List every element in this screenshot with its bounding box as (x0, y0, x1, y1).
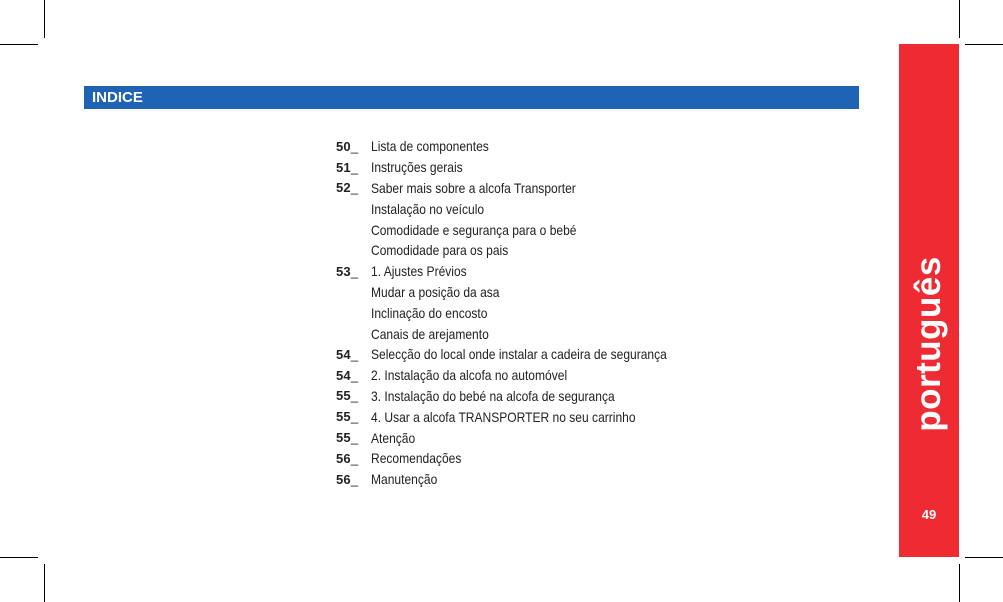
toc-entry (336, 136, 715, 157)
page-number: 49 (921, 507, 937, 522)
toc-entry-text: 4. Usar a alcofa TRANSPORTER no seu carrinho (371, 408, 636, 425)
toc-entry-text: Lista de componentes (371, 138, 489, 155)
toc-entry-text: Comodidade para os pais (371, 242, 509, 259)
index-header-bar (84, 86, 859, 109)
toc-entry-text: Manutenção (371, 471, 438, 488)
toc-entry-text: Mudar a posição da asa (371, 283, 500, 300)
toc-entry (336, 386, 715, 407)
toc-entry (336, 344, 715, 365)
toc-page-number: 56_ (336, 471, 359, 487)
toc-entry (336, 427, 715, 448)
toc-entry (336, 282, 715, 303)
toc-entry-text: Inclinação do encosto (371, 304, 488, 321)
toc-page-number: 51_ (336, 159, 359, 175)
toc-page-number: 53_ (336, 263, 359, 279)
crop-mark-bottom-right-horizontal (965, 557, 1003, 558)
crop-mark-bottom-left-vertical (44, 564, 45, 602)
crop-mark-top-right-vertical (959, 0, 960, 38)
table-of-contents (336, 136, 715, 490)
toc-page-number: 55_ (336, 409, 359, 425)
toc-entry (336, 219, 715, 240)
crop-mark-bottom-right-vertical (959, 564, 960, 602)
toc-entry (336, 406, 715, 427)
toc-entry-text: 3. Instalação do bebé na alcofa de segurança (371, 387, 615, 404)
toc-page-number: 55_ (336, 388, 359, 404)
toc-page-number: 52_ (336, 180, 359, 196)
toc-entry (336, 302, 715, 323)
toc-entry (336, 157, 715, 178)
toc-page-number: 54_ (336, 367, 359, 383)
toc-page-number: 54_ (336, 346, 359, 362)
toc-entry-text: Atenção (371, 429, 416, 446)
toc-entry (336, 448, 715, 469)
toc-entry-text: 2. Instalação da alcofa no automóvel (371, 367, 568, 384)
crop-mark-top-left-vertical (44, 0, 45, 38)
crop-mark-bottom-left-horizontal (0, 557, 38, 558)
toc-page-number: 55_ (336, 430, 359, 446)
toc-entry-text: Saber mais sobre a alcofa Transporter (371, 179, 576, 196)
toc-entry (336, 198, 715, 219)
toc-page-number: 50_ (336, 138, 359, 154)
toc-entry (336, 240, 715, 261)
toc-entry (336, 178, 715, 199)
toc-entry-text: Instruções gerais (371, 159, 463, 176)
language-label: português (909, 256, 948, 432)
toc-entry-text: Selecção do local onde instalar a cadeira de segurança (371, 346, 667, 363)
index-title: INDICE (92, 89, 143, 106)
language-side-tab (899, 44, 959, 557)
toc-entry-text: Comodidade e segurança para o bebé (371, 221, 577, 238)
crop-mark-top-left-horizontal (0, 44, 38, 45)
toc-entry-text: Recomendações (371, 450, 462, 467)
toc-entry (336, 469, 715, 490)
toc-entry (336, 323, 715, 344)
toc-page-number: 56_ (336, 450, 359, 466)
toc-entry-text: 1. Ajustes Prévios (371, 263, 467, 280)
toc-entry (336, 365, 715, 386)
toc-entry-text: Instalação no veículo (371, 200, 485, 217)
toc-entry (336, 261, 715, 282)
crop-mark-top-right-horizontal (965, 44, 1003, 45)
toc-entry-text: Canais de arejamento (371, 325, 489, 342)
